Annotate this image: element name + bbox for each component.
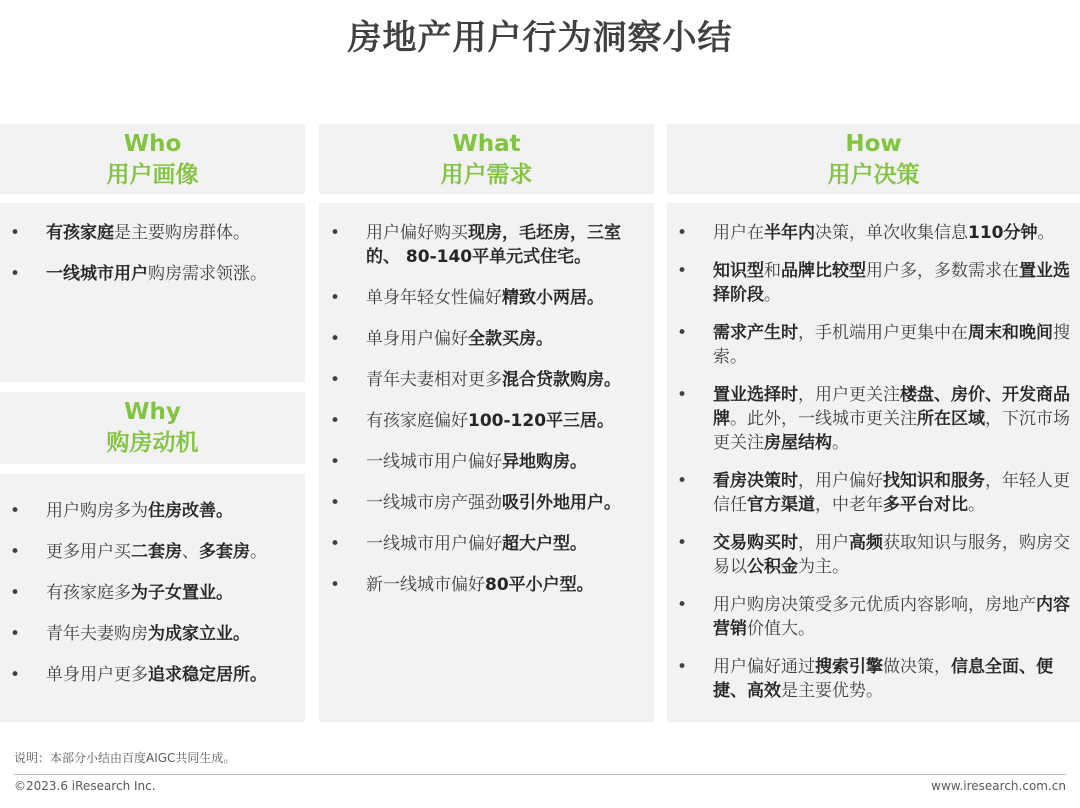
- list-item: [319, 532, 654, 556]
- highlight-text: 所在区域: [917, 409, 985, 429]
- what-header: [319, 124, 654, 194]
- what-header-cn: 用户需求: [440, 162, 533, 188]
- how-header: [667, 124, 1080, 194]
- bullet-icon: •: [330, 329, 341, 349]
- bullet-icon: •: [677, 595, 688, 615]
- item-text: 用户购房多为: [46, 501, 148, 521]
- item-text: ，用户更关注: [798, 385, 900, 405]
- how-panel: [667, 203, 1080, 722]
- why-panel: [0, 474, 305, 722]
- highlight-text: 追求稳定居所。: [148, 665, 267, 685]
- item-text: 单身年轻女性偏好: [366, 288, 502, 308]
- highlight-text: 楼盘、房价、开发商品牌: [713, 385, 1070, 429]
- who-header-cn: 用户画像: [106, 162, 199, 188]
- item-text: 搜索。: [713, 323, 1070, 367]
- list-item: [319, 286, 654, 310]
- item-text: 。: [764, 285, 781, 305]
- item-text: ，下沉市场更关注: [713, 409, 1070, 453]
- list-item: [319, 327, 654, 351]
- item-text: 。: [250, 542, 267, 562]
- highlight-text: 置业选择阶段: [713, 261, 1070, 305]
- bullet-icon: •: [10, 223, 21, 243]
- item-text: 用户多，多数需求在: [866, 261, 1019, 281]
- list-item: [0, 581, 305, 605]
- list-item: [319, 409, 654, 433]
- item-text: 用户偏好购买: [366, 223, 468, 243]
- highlight-text: 置业选择时: [713, 385, 798, 405]
- list-item: [0, 540, 305, 564]
- highlight-text: 周末和晚间: [968, 323, 1053, 343]
- highlight-text: 为成家立业。: [148, 624, 250, 644]
- item-text: ，年轻人更信任: [713, 471, 1070, 515]
- item-text: 单身用户更多: [46, 665, 148, 685]
- item-text: 更多用户买: [46, 542, 131, 562]
- highlight-text: 现房，毛坯房，三室的、 80-140平单元式住宅。: [366, 223, 621, 267]
- item-text: 。: [832, 433, 849, 453]
- item-text: 做决策，: [883, 657, 951, 677]
- bullet-icon: •: [10, 583, 21, 603]
- list-item: [667, 593, 1080, 641]
- bullet-icon: •: [677, 657, 688, 677]
- highlight-text: 混合贷款购房。: [502, 370, 621, 390]
- who-panel: [0, 203, 305, 382]
- bullet-icon: •: [330, 452, 341, 472]
- item-text: 。此外，一线城市更关注: [730, 409, 917, 429]
- highlight-text: 住房改善。: [148, 501, 233, 521]
- why-list: [0, 499, 305, 687]
- highlight-text: 100-120平三居。: [468, 411, 615, 431]
- bullet-icon: •: [330, 370, 341, 390]
- bullet-icon: •: [677, 323, 688, 343]
- page-title: 房地产用户行为洞察小结: [347, 18, 733, 58]
- bullet-icon: •: [10, 501, 21, 521]
- item-text: 用户购房决策受多元优质内容影响，房地产: [713, 595, 1036, 615]
- highlight-text: 需求产生时: [713, 323, 798, 343]
- list-item: [319, 221, 654, 269]
- bullet-icon: •: [677, 471, 688, 491]
- website-link[interactable]: www.iresearch.com.cn: [931, 779, 1066, 793]
- item-text: 为主。: [798, 557, 849, 577]
- bullet-icon: •: [330, 493, 341, 513]
- highlight-text: 品牌比较型: [781, 261, 866, 281]
- list-item: [319, 573, 654, 597]
- item-text: 青年夫妻购房: [46, 624, 148, 644]
- who-header: [0, 124, 305, 194]
- highlight-text: 80平小户型。: [485, 575, 594, 595]
- highlight-text: 精致小两居。: [502, 288, 604, 308]
- list-item: [0, 262, 305, 286]
- item-text: ，手机端用户更集中在: [798, 323, 968, 343]
- list-item: [0, 663, 305, 687]
- bullet-icon: •: [10, 665, 21, 685]
- highlight-text: 异地购房。: [502, 452, 587, 472]
- bullet-icon: •: [330, 575, 341, 595]
- list-item: [667, 383, 1080, 455]
- list-item: [667, 531, 1080, 579]
- item-text: 青年夫妻相对更多: [366, 370, 502, 390]
- list-item: [667, 259, 1080, 307]
- highlight-text: 官方渠道: [747, 495, 815, 515]
- copyright: ©2023.6 iResearch Inc.: [14, 779, 156, 793]
- highlight-text: 内容营销: [713, 595, 1070, 639]
- bullet-icon: •: [330, 288, 341, 308]
- highlight-text: 搜索引擎: [815, 657, 883, 677]
- bullet-icon: •: [330, 534, 341, 554]
- bullet-icon: •: [330, 411, 341, 431]
- how-header-cn: 用户决策: [827, 162, 920, 188]
- highlight-text: 交易购买时: [713, 533, 798, 553]
- highlight-text: 半年内: [764, 223, 815, 243]
- bullet-icon: •: [677, 223, 688, 243]
- list-item: [667, 321, 1080, 369]
- item-text: 用户在: [713, 223, 764, 243]
- bullet-icon: •: [677, 261, 688, 281]
- highlight-text: 多平台对比: [883, 495, 968, 515]
- what-list: [319, 221, 654, 597]
- who-header-en: Who: [123, 131, 182, 157]
- why-header: [0, 392, 305, 464]
- item-text: 获取知识与服务，购房交易以: [713, 533, 1070, 577]
- highlight-text: 一线城市用户: [46, 264, 148, 284]
- bullet-icon: •: [10, 264, 21, 284]
- bullet-icon: •: [677, 385, 688, 405]
- why-header-cn: 购房动机: [106, 430, 199, 456]
- highlight-text: 公积金: [747, 557, 798, 577]
- item-text: 购房需求领涨。: [148, 264, 267, 284]
- why-header-en: Why: [124, 399, 181, 425]
- highlight-text: 有孩家庭: [46, 223, 114, 243]
- item-text: 价值大。: [747, 619, 815, 639]
- list-item: [667, 221, 1080, 245]
- who-list: [0, 221, 305, 286]
- highlight-text: 二套房: [131, 542, 182, 562]
- highlight-text: 多套房: [199, 542, 250, 562]
- footer-divider: [14, 774, 1066, 775]
- what-header-en: What: [452, 131, 521, 157]
- highlight-text: 为子女置业。: [131, 583, 233, 603]
- item-text: 决策，单次收集信息: [815, 223, 968, 243]
- item-text: 。: [968, 495, 985, 515]
- list-item: [0, 499, 305, 523]
- item-text: 新一线城市偏好: [366, 575, 485, 595]
- how-header-en: How: [845, 131, 902, 157]
- highlight-text: 全款买房。: [468, 329, 553, 349]
- item-text: 有孩家庭多: [46, 583, 131, 603]
- highlight-text: 看房决策时: [713, 471, 798, 491]
- item-text: ，中老年: [815, 495, 883, 515]
- what-panel: [319, 203, 654, 722]
- item-text: 用户偏好通过: [713, 657, 815, 677]
- item-text: 一线城市用户偏好: [366, 452, 502, 472]
- highlight-text: 吸引外地用户。: [502, 493, 621, 513]
- list-item: [319, 491, 654, 515]
- item-text: 是主要购房群体。: [114, 223, 250, 243]
- item-text: ，用户: [798, 533, 849, 553]
- list-item: [319, 450, 654, 474]
- item-text: 一线城市房产强劲: [366, 493, 502, 513]
- highlight-text: 知识型: [713, 261, 764, 281]
- footnote: 说明：本部分小结由百度AIGC共同生成。: [14, 751, 236, 765]
- highlight-text: 110分钟: [968, 223, 1038, 243]
- highlight-text: 信息全面、便捷、高效: [713, 657, 1053, 701]
- item-text: ，用户偏好: [798, 471, 883, 491]
- item-text: 、: [182, 542, 199, 562]
- item-text: 和: [764, 261, 781, 281]
- item-text: 有孩家庭偏好: [366, 411, 468, 431]
- list-item: [319, 368, 654, 392]
- highlight-text: 高频: [849, 533, 883, 553]
- item-text: 。: [1037, 223, 1055, 243]
- bullet-icon: •: [10, 624, 21, 644]
- bullet-icon: •: [677, 533, 688, 553]
- highlight-text: 超大户型。: [502, 534, 587, 554]
- bullet-icon: •: [10, 542, 21, 562]
- bullet-icon: •: [330, 223, 341, 243]
- list-item: [0, 221, 305, 245]
- highlight-text: 找知识和服务: [883, 471, 985, 491]
- item-text: 一线城市用户偏好: [366, 534, 502, 554]
- item-text: 是主要优势。: [781, 681, 883, 701]
- list-item: [0, 622, 305, 646]
- how-list: [667, 221, 1080, 703]
- highlight-text: 房屋结构: [764, 433, 832, 453]
- item-text: 单身用户偏好: [366, 329, 468, 349]
- list-item: [667, 655, 1080, 703]
- list-item: [667, 469, 1080, 517]
